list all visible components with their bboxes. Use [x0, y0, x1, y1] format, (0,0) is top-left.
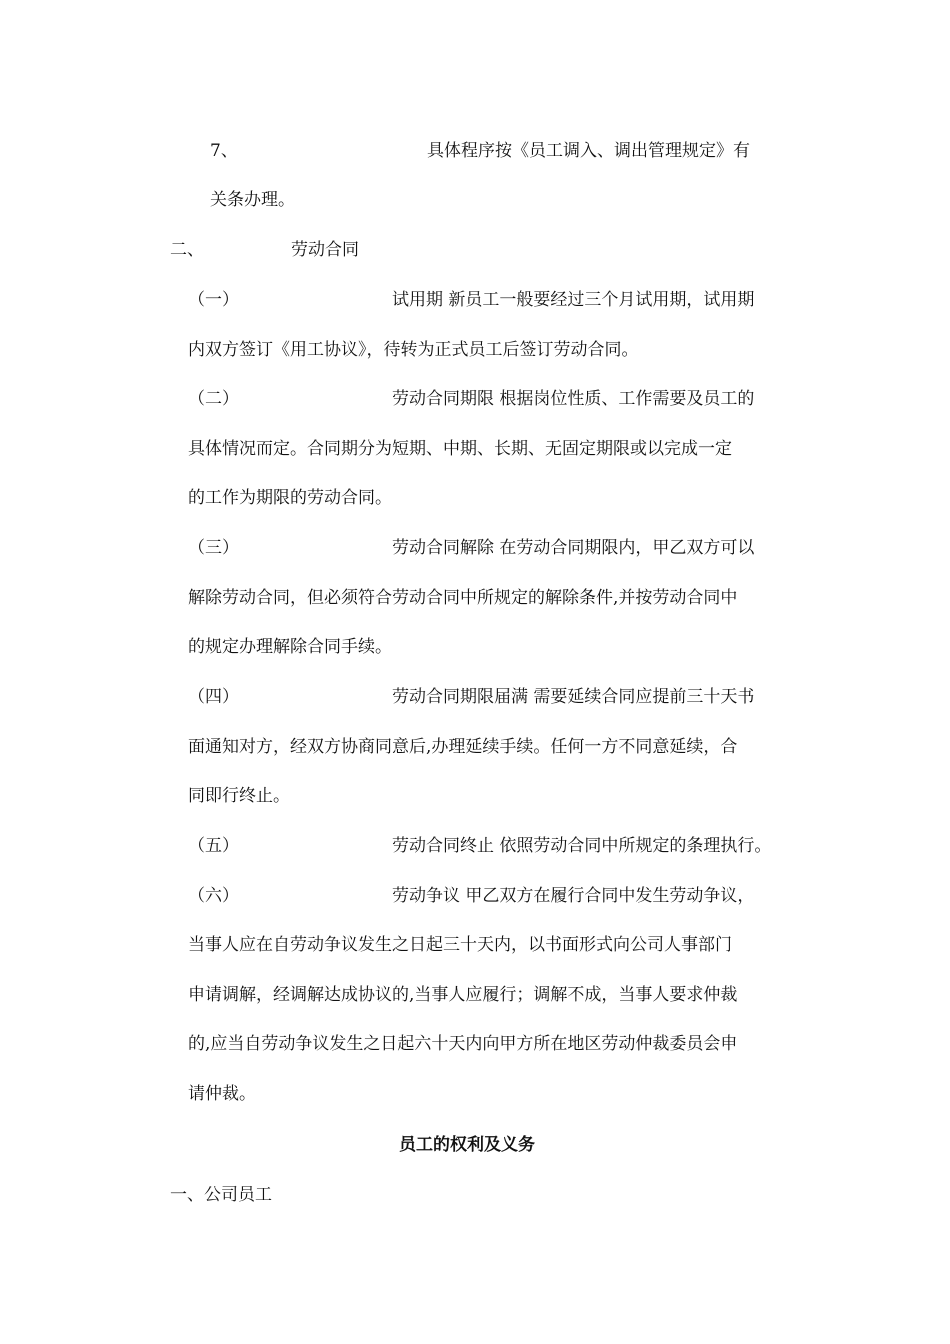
- clause-1-first-line: 试用期 新员工一般要经过三个月试用期，试用期: [392, 290, 755, 310]
- clause-4-number: （四）: [188, 687, 239, 707]
- clause-2-line: 具体情况而定。合同期分为短期、中期、长期、无固定期限或以完成一定: [188, 439, 732, 459]
- clause-3-line: 解除劳动合同，但必须符合劳动合同中所规定的解除条件,并按劳动合同中: [188, 588, 738, 608]
- clause-6-number: （六）: [188, 886, 239, 906]
- clause-5-number: （五）: [188, 836, 239, 856]
- clause-2-first-line: 劳动合同期限 根据岗位性质、工作需要及员工的: [392, 389, 755, 409]
- item7-number: 7、: [210, 141, 238, 161]
- clause-2-number: （二）: [188, 389, 239, 409]
- section2-title: 劳动合同: [291, 240, 359, 260]
- item7-line2: 关条办理。: [210, 190, 295, 210]
- clause-5-first-line: 劳动合同终止 依照劳动合同中所规定的条理执行。: [392, 836, 772, 856]
- clause-3-line: 的规定办理解除合同手续。: [188, 637, 392, 657]
- clause-1-number: （一）: [188, 290, 239, 310]
- section2-number: 二、: [170, 240, 204, 260]
- clause-6-line: 请仲裁。: [188, 1084, 256, 1104]
- clause-3-number: （三）: [188, 538, 239, 558]
- clause-4-line: 面通知对方，经双方协商同意后,办理延续手续。任何一方不同意延续，合: [188, 737, 738, 757]
- clause-4-first-line: 劳动合同期限届满 需要延续合同应提前三十天书: [392, 687, 755, 707]
- item7-line1: 具体程序按《员工调入、调出管理规定》有: [427, 141, 750, 161]
- clause-6-line: 的,应当自劳动争议发生之日起六十天内向甲方所在地区劳动仲裁委员会申: [188, 1034, 738, 1054]
- clause-6-first-line: 劳动争议 甲乙双方在履行合同中发生劳动争议，: [392, 886, 755, 906]
- clause-6-line: 申请调解，经调解达成协议的,当事人应履行；调解不成，当事人要求仲裁: [188, 985, 738, 1005]
- clause-6-line: 当事人应在自劳动争议发生之日起三十天内，以书面形式向公司人事部门: [188, 935, 732, 955]
- clause-4-line: 同即行终止。: [188, 786, 290, 806]
- clause-3-first-line: 劳动合同解除 在劳动合同期限内，甲乙双方可以: [392, 538, 755, 558]
- section1-title: 一、公司员工: [170, 1185, 272, 1205]
- section-heading: 员工的权利及义务: [399, 1135, 535, 1155]
- clause-2-line: 的工作为期限的劳动合同。: [188, 488, 392, 508]
- clause-1-line: 内双方签订《用工协议》，待转为正式员工后签订劳动合同。: [188, 340, 639, 360]
